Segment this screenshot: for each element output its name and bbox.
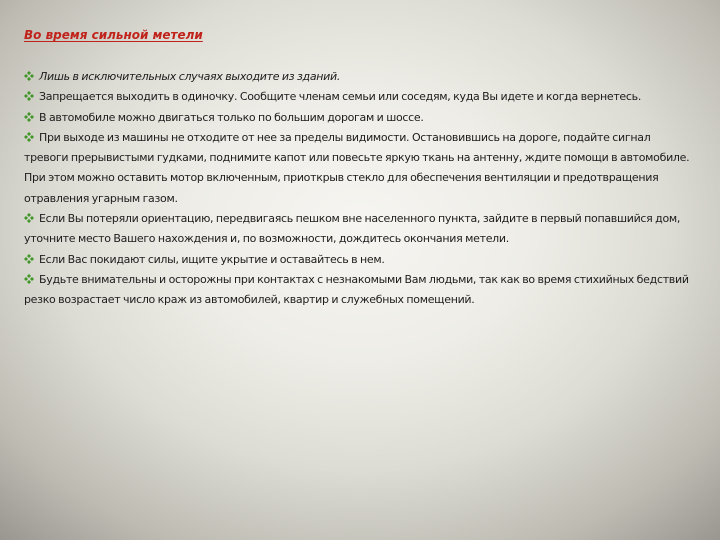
diamond-quad-bullet-icon bbox=[24, 112, 34, 122]
bullet-item bbox=[24, 270, 692, 311]
diamond-quad-bullet-icon bbox=[24, 91, 34, 101]
bullet-text: В автомобиле можно двигаться только по большим дорогам и шоссе. bbox=[39, 110, 424, 124]
bullet-text: При выходе из машины не отходите от нее за пределы видимости. Остановившись на дороге, подайте сигнал тревоги прерывистыми гудками, поднимите капот или повесьте яркую ткань на антенну, ждите помощи в автомобиле. При этом можно оставить мотор включенным, приоткрыв стекло для обеспечения вентиляции и предотвращения отравления угарным газом. bbox=[24, 130, 690, 205]
diamond-quad-bullet-icon bbox=[24, 274, 34, 284]
diamond-quad-bullet-icon bbox=[24, 254, 34, 264]
diamond-quad-bullet-icon bbox=[24, 71, 34, 81]
bullet-item bbox=[24, 87, 692, 107]
bullet-text: Запрещается выходить в одиночку. Сообщите членам семьи или соседям, куда Вы идете и когда вернетесь. bbox=[39, 90, 642, 104]
bullet-item bbox=[24, 67, 692, 87]
bullet-item bbox=[24, 108, 692, 128]
bullet-text: Лишь в исключительных случаях выходите из зданий. bbox=[39, 70, 341, 83]
bullet-text: Если Вы потеряли ориентацию, передвигаясь пешком вне населенного пункта, зайдите в первый попавшийся дом, уточните место Вашего нахождения и, по возможности, дождитесь окончания метели. bbox=[24, 212, 681, 246]
slide-title: Во время сильной метели bbox=[24, 28, 203, 42]
bullet-item bbox=[24, 128, 692, 209]
bullet-list bbox=[24, 67, 692, 311]
diamond-quad-bullet-icon bbox=[24, 213, 34, 223]
bullet-text: Если Вас покидают силы, ищите укрытие и оставайтесь в нем. bbox=[39, 252, 385, 266]
diamond-quad-bullet-icon bbox=[24, 132, 34, 142]
bullet-item bbox=[24, 250, 692, 270]
bullet-item bbox=[24, 209, 692, 250]
bullet-text: Будьте внимательны и осторожны при контактах с незнакомыми Вам людьми, так как во время стихийных бедствий резко возрастает число краж из автомобилей, квартир и служебных помещений. bbox=[24, 272, 689, 307]
